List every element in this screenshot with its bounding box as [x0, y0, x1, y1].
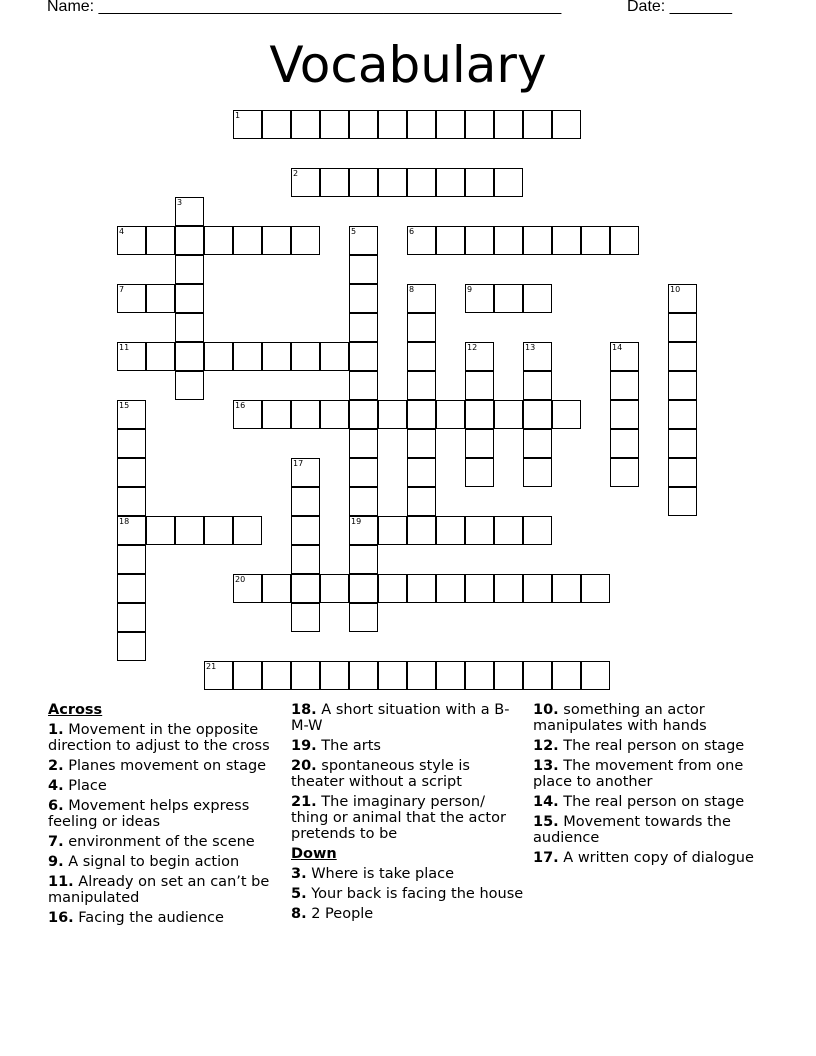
grid-cell[interactable]: [262, 110, 291, 139]
grid-cell[interactable]: [233, 226, 262, 255]
grid-cell[interactable]: [610, 429, 639, 458]
across-heading: Across: [48, 702, 103, 718]
clue-across-20: 20. spontaneous style is theater without a script: [291, 758, 470, 790]
grid-cell[interactable]: [610, 371, 639, 400]
clue-down-15: 15. Movement towards the audience: [533, 814, 731, 846]
grid-cell[interactable]: [349, 603, 378, 632]
grid-cell[interactable]: [523, 661, 552, 690]
grid-cell[interactable]: [349, 487, 378, 516]
grid-cell[interactable]: [494, 168, 523, 197]
grid-cell[interactable]: [407, 371, 436, 400]
grid-cell[interactable]: [291, 545, 320, 574]
grid-cell[interactable]: [465, 458, 494, 487]
grid-cell[interactable]: [523, 226, 552, 255]
grid-cell[interactable]: [146, 284, 175, 313]
grid-cell[interactable]: [407, 110, 436, 139]
grid-cell[interactable]: [349, 661, 378, 690]
grid-cell[interactable]: [552, 400, 581, 429]
grid-cell[interactable]: [291, 574, 320, 603]
clue-down-17: 17. A written copy of dialogue: [533, 850, 754, 866]
clue-number: 10: [670, 285, 681, 294]
grid-cell[interactable]: [349, 545, 378, 574]
grid-cell[interactable]: [523, 516, 552, 545]
grid-cell[interactable]: [581, 226, 610, 255]
grid-cell[interactable]: [117, 226, 146, 255]
grid-cell[interactable]: [117, 400, 146, 429]
grid-cell[interactable]: [523, 429, 552, 458]
grid-cell[interactable]: [407, 313, 436, 342]
grid-cell[interactable]: [175, 313, 204, 342]
clue-down-3: 3. Where is take place: [291, 866, 455, 882]
grid-cell[interactable]: [436, 110, 465, 139]
clue-number: 11: [119, 343, 130, 352]
grid-cell[interactable]: [291, 516, 320, 545]
grid-cell[interactable]: [117, 603, 146, 632]
grid-cell[interactable]: [552, 574, 581, 603]
grid-cell[interactable]: [407, 400, 436, 429]
grid-cell[interactable]: [494, 226, 523, 255]
grid-cell[interactable]: [349, 284, 378, 313]
grid-cell[interactable]: [668, 487, 697, 516]
page-title: Vocabulary: [269, 36, 547, 94]
grid-cell[interactable]: [291, 168, 320, 197]
date-field[interactable]: Date: _______: [627, 0, 732, 15]
clue-across-9: 9. A signal to begin action: [48, 854, 240, 870]
grid-cell[interactable]: [175, 516, 204, 545]
clue-number: 9: [467, 285, 473, 294]
grid-cell[interactable]: [204, 342, 233, 371]
grid-cell[interactable]: [436, 168, 465, 197]
grid-cell[interactable]: [349, 574, 378, 603]
grid-cell[interactable]: [146, 342, 175, 371]
grid-cell[interactable]: [523, 371, 552, 400]
clue-number: 15: [119, 401, 130, 410]
grid-cell[interactable]: [465, 400, 494, 429]
clue-across-21: 21. The imaginary person/ thing or animal that the actor pretends to be: [291, 794, 506, 842]
clue-number: 3: [177, 198, 183, 207]
clue-across-2: 2. Planes movement on stage: [48, 758, 267, 774]
name-field[interactable]: Name: ____________________________________________________: [47, 0, 562, 15]
grid-cell[interactable]: [610, 400, 639, 429]
grid-cell[interactable]: [233, 574, 262, 603]
grid-cell[interactable]: [349, 516, 378, 545]
grid-cell[interactable]: [349, 255, 378, 284]
grid-cell[interactable]: [407, 168, 436, 197]
grid-cell[interactable]: [407, 429, 436, 458]
grid-cell[interactable]: [407, 342, 436, 371]
grid-cell[interactable]: [407, 661, 436, 690]
grid-cell[interactable]: [117, 284, 146, 313]
grid-cell[interactable]: [320, 661, 349, 690]
clue-down-13: 13. The movement from one place to another: [533, 758, 744, 790]
grid-cell[interactable]: [465, 110, 494, 139]
grid-cell[interactable]: [494, 574, 523, 603]
grid-cell[interactable]: [349, 371, 378, 400]
grid-cell[interactable]: [262, 400, 291, 429]
grid-cell[interactable]: [291, 661, 320, 690]
clue-number: 20: [235, 575, 246, 584]
grid-cell[interactable]: [291, 400, 320, 429]
grid-cell[interactable]: [233, 661, 262, 690]
grid-cell[interactable]: [465, 661, 494, 690]
grid-cell[interactable]: [291, 110, 320, 139]
clue-number: 12: [467, 343, 478, 352]
grid-cell[interactable]: [349, 342, 378, 371]
grid-cell[interactable]: [465, 574, 494, 603]
grid-cell[interactable]: [175, 226, 204, 255]
grid-cell[interactable]: [349, 168, 378, 197]
clue-across-11: 11. Already on set an can’t be manipulated: [48, 874, 270, 906]
grid-cell[interactable]: [262, 226, 291, 255]
grid-cell[interactable]: [320, 342, 349, 371]
clue-across-18: 18. A short situation with a B-M-W: [291, 702, 510, 734]
clue-number: 19: [351, 517, 362, 526]
grid-cell[interactable]: [523, 458, 552, 487]
grid-cell[interactable]: [233, 342, 262, 371]
grid-cell[interactable]: [146, 516, 175, 545]
grid-cell[interactable]: [291, 458, 320, 487]
grid-cell[interactable]: [523, 284, 552, 313]
grid-cell[interactable]: [407, 458, 436, 487]
grid-cell[interactable]: [262, 661, 291, 690]
clue-number: 7: [119, 285, 125, 294]
grid-cell[interactable]: [175, 255, 204, 284]
clue-across-16: 16. Facing the audience: [48, 910, 224, 926]
grid-cell[interactable]: [117, 429, 146, 458]
clues-column-1: [48, 702, 283, 930]
grid-cell[interactable]: [407, 226, 436, 255]
clue-number: 16: [235, 401, 246, 410]
grid-cell[interactable]: [436, 516, 465, 545]
grid-cell[interactable]: [117, 516, 146, 545]
grid-cell[interactable]: [610, 226, 639, 255]
grid-cell[interactable]: [204, 661, 233, 690]
grid-cell[interactable]: [668, 429, 697, 458]
grid-cell[interactable]: [204, 516, 233, 545]
grid-cell[interactable]: [204, 226, 233, 255]
grid-cell[interactable]: [523, 342, 552, 371]
clue-across-7: 7. environment of the scene: [48, 834, 255, 850]
clue-number: 8: [409, 285, 415, 294]
grid-cell[interactable]: [349, 313, 378, 342]
grid-cell[interactable]: [581, 574, 610, 603]
grid-cell[interactable]: [175, 197, 204, 226]
grid-cell[interactable]: [291, 226, 320, 255]
grid-cell[interactable]: [349, 429, 378, 458]
grid-cell[interactable]: [436, 574, 465, 603]
clue-down-14: 14. The real person on stage: [533, 794, 745, 810]
grid-cell[interactable]: [465, 342, 494, 371]
grid-cell[interactable]: [552, 110, 581, 139]
grid-cell[interactable]: [378, 400, 407, 429]
grid-cell[interactable]: [610, 342, 639, 371]
grid-cell[interactable]: [349, 110, 378, 139]
grid-cell[interactable]: [465, 168, 494, 197]
grid-cell[interactable]: [465, 429, 494, 458]
grid-cell[interactable]: [291, 342, 320, 371]
clue-number: 5: [351, 227, 357, 236]
clue-number: 6: [409, 227, 415, 236]
grid-cell[interactable]: [320, 168, 349, 197]
grid-cell[interactable]: [117, 574, 146, 603]
clue-number: 17: [293, 459, 304, 468]
clue-across-1: 1. Movement in the opposite direction to adjust to the cross: [48, 722, 270, 754]
grid-cell[interactable]: [494, 516, 523, 545]
grid-cell[interactable]: [465, 371, 494, 400]
grid-cell[interactable]: [494, 400, 523, 429]
grid-cell[interactable]: [378, 110, 407, 139]
grid-cell[interactable]: [465, 226, 494, 255]
clue-number: 2: [293, 169, 299, 178]
grid-cell[interactable]: [117, 545, 146, 574]
grid-cell[interactable]: [146, 226, 175, 255]
grid-cell[interactable]: [349, 400, 378, 429]
grid-cell[interactable]: [523, 574, 552, 603]
grid-cell[interactable]: [610, 458, 639, 487]
grid-cell[interactable]: [581, 661, 610, 690]
grid-cell[interactable]: [407, 487, 436, 516]
grid-cell[interactable]: [668, 342, 697, 371]
grid-cell[interactable]: [233, 110, 262, 139]
clue-across-6: 6. Movement helps express feeling or ideas: [48, 798, 250, 830]
grid-cell[interactable]: [378, 661, 407, 690]
grid-cell[interactable]: [436, 400, 465, 429]
grid-cell[interactable]: [378, 574, 407, 603]
clue-number: 14: [612, 343, 623, 352]
grid-cell[interactable]: [320, 574, 349, 603]
grid-cell[interactable]: [436, 661, 465, 690]
grid-cell[interactable]: [233, 400, 262, 429]
clues-column-2: [291, 702, 526, 926]
grid-cell[interactable]: [349, 458, 378, 487]
clue-across-4: 4. Place: [48, 778, 107, 794]
grid-cell[interactable]: [436, 226, 465, 255]
grid-cell[interactable]: [465, 284, 494, 313]
grid-cell[interactable]: [668, 458, 697, 487]
grid-cell[interactable]: [262, 574, 291, 603]
grid-cell[interactable]: [523, 110, 552, 139]
clue-down-5: 5. Your back is facing the house: [291, 886, 524, 902]
clue-down-10: 10. something an actor manipulates with hands: [533, 702, 707, 734]
clue-down-12: 12. The real person on stage: [533, 738, 745, 754]
grid-cell[interactable]: [175, 284, 204, 313]
grid-cell[interactable]: [233, 516, 262, 545]
grid-cell[interactable]: [117, 342, 146, 371]
grid-cell[interactable]: [668, 284, 697, 313]
grid-cell[interactable]: [291, 487, 320, 516]
clue-number: 21: [206, 662, 217, 671]
grid-cell[interactable]: [668, 313, 697, 342]
grid-cell[interactable]: [552, 661, 581, 690]
grid-cell[interactable]: [378, 516, 407, 545]
grid-cell[interactable]: [378, 168, 407, 197]
grid-cell[interactable]: [175, 342, 204, 371]
grid-cell[interactable]: [117, 632, 146, 661]
grid-cell[interactable]: [175, 371, 204, 400]
clues-column-3: [533, 702, 768, 870]
grid-cell[interactable]: [117, 458, 146, 487]
clue-down-8: 8. 2 People: [291, 906, 374, 922]
grid-cell[interactable]: [262, 342, 291, 371]
grid-cell[interactable]: [349, 226, 378, 255]
down-heading: Down: [291, 846, 337, 862]
grid-cell[interactable]: [320, 110, 349, 139]
clue-number: 1: [235, 111, 241, 120]
grid-cell[interactable]: [407, 574, 436, 603]
grid-cell[interactable]: [117, 487, 146, 516]
grid-cell[interactable]: [494, 661, 523, 690]
grid-cell[interactable]: [407, 516, 436, 545]
grid-cell[interactable]: [494, 110, 523, 139]
clue-across-19: 19. The arts: [291, 738, 381, 754]
clue-number: 4: [119, 227, 125, 236]
grid-cell[interactable]: [494, 284, 523, 313]
grid-cell[interactable]: [465, 516, 494, 545]
grid-cell[interactable]: [552, 226, 581, 255]
clue-number: 18: [119, 517, 130, 526]
clue-number: 13: [525, 343, 536, 352]
grid-cell[interactable]: [320, 400, 349, 429]
grid-cell[interactable]: [407, 284, 436, 313]
grid-cell[interactable]: [523, 400, 552, 429]
grid-cell[interactable]: [291, 603, 320, 632]
grid-cell[interactable]: [668, 371, 697, 400]
grid-cell[interactable]: [668, 400, 697, 429]
